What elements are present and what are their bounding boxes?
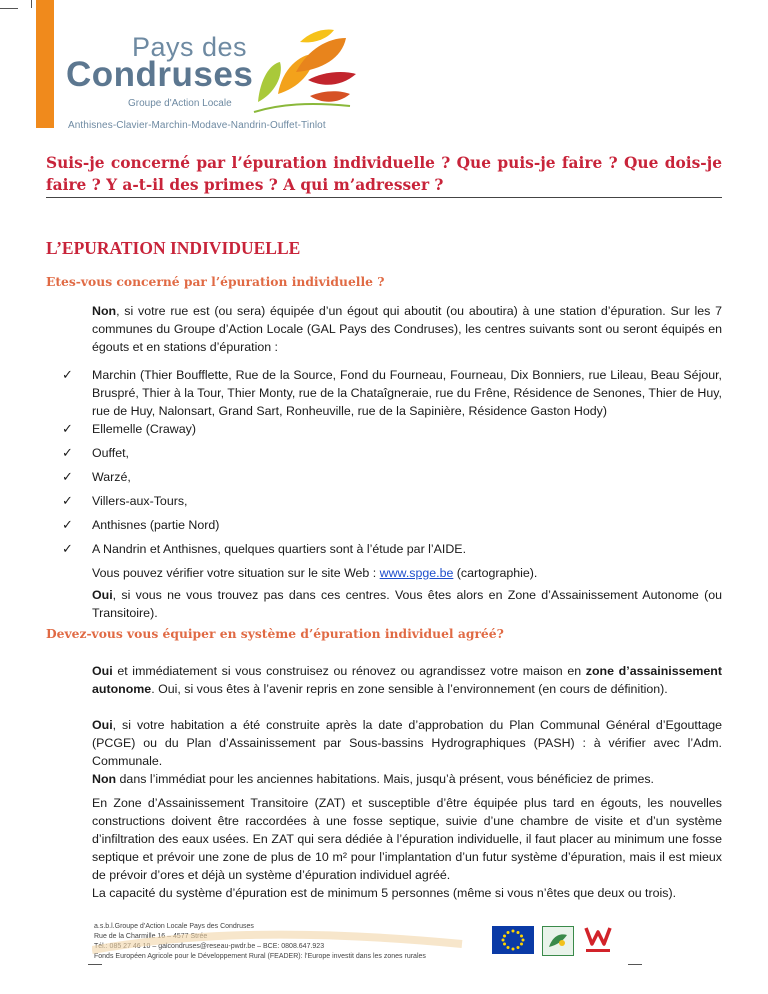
list-item-text: Warzé, — [92, 470, 131, 484]
p1-rest: . Oui, si vous êtes à l’avenir repris en zone sensible à l’environnement (en cours de définition). — [151, 682, 668, 696]
intro-paragraph — [92, 302, 722, 356]
p2-rest: , si votre habitation a été construite après la date d’approbation du Plan Communal Général d’Egouttage (PCGE) ou du Plan d’Assainissement par Sous-bassins Hydrographiques (PASH) : à vérifier avec l’Adm. Communale. — [92, 718, 722, 768]
footer-line3: Tél.: 085 27 46 10 – galcondruses@reseau-pwdr.be – BCE: 0808.647.923 — [94, 943, 325, 950]
checkmark-icon: ✓ — [62, 421, 73, 436]
logo-subtitle: Groupe d'Action Locale — [128, 98, 232, 109]
p3-bold: Non — [92, 772, 117, 786]
list-item-text: Ouffet, — [92, 446, 129, 460]
p1-mid: et immédiatement si vous construisez ou rénovez ou agrandissez votre maison en — [112, 664, 586, 678]
checkmark-icon: ✓ — [62, 493, 73, 508]
crop-mark-bottom-right — [628, 964, 642, 965]
leaves-logo-icon — [250, 24, 360, 114]
crop-mark-top-left-h — [0, 8, 18, 9]
orange-side-bar — [36, 0, 54, 128]
spge-link[interactable]: www.spge.be — [379, 566, 454, 580]
communes-list: Anthisnes-Clavier-Marchin-Modave-Nandrin-Ouffet-Tinlot — [68, 120, 326, 131]
logo-line1: Pays des — [132, 32, 248, 62]
list-item-text: Villers-aux-Tours, — [92, 494, 188, 508]
logo-line2: Condruses — [66, 55, 254, 94]
checkmark-icon: ✓ — [62, 445, 73, 460]
verify-paragraph — [92, 564, 722, 582]
list-item-text: Marchin (Thier Boufflette, Rue de la Source, Fond du Fourneau, Fourneau, Dix Bonniers, rue Lileau, Beau Séjour, Bruspré, Thier à la Tour, Thier Monty, rue de la Chataîgneraie, rue du Frêne, Résidence de Senones, Thier de Huy, rue de Huy, Nalonsart, Grand Sart, Ronheuville, rue de la Sapinière, Résidence Gaston Hody) — [92, 368, 722, 418]
intro-bold: Non — [92, 304, 117, 318]
list-item-text: Ellemelle (Craway) — [92, 422, 196, 436]
wallonie-logo-icon — [582, 922, 614, 956]
subsection-heading-concerne: Etes-vous concerné par l’épuration individuelle ? — [46, 274, 385, 289]
list-item-text: A Nandrin et Anthisnes, quelques quartiers sont à l’étude par l’AIDE. — [92, 542, 467, 556]
p3-rest: dans l’immédiat pour les anciennes habitations. Mais, jusqu’à présent, vous bénéficiez de primes. — [116, 772, 654, 786]
paragraph-oui-immediat — [92, 662, 722, 698]
list-item-text: Anthisnes (partie Nord) — [92, 518, 220, 532]
checkmark-icon: ✓ — [62, 469, 73, 484]
p1-bold-zone: zone d’assainissement autonome — [92, 664, 722, 696]
document-title: Suis-je concerné par l’épuration individuelle ? Que puis-je faire ? Que dois-je faire ? Y a-t-il des primes ? A qui m’adresser ? — [46, 154, 722, 194]
p2-bold: Oui — [92, 718, 113, 732]
paragraph-non — [92, 770, 722, 788]
oui-bold: Oui — [92, 588, 113, 602]
oui-paragraph — [92, 586, 722, 622]
paragraph-zat: En Zone d’Assainissement Transitoire (ZAT) et susceptible d’être équipée plus tard en égouts, les nouvelles constructions doivent être raccordées à une fosse septique, suivie d’une chambre de visite et d’un système d’infiltration des eaux usées. En ZAT qui sera dédiée à l’épuration individuelle, il faut placer au minimum une fosse septique et prévoir une zone de plus de 10 m² pour l’implantation d’un futur système d’épuration, mais il est mieux de prévoir d’ores et déjà un système d’épuration individuel agréé. — [92, 796, 722, 882]
checkmark-icon: ✓ — [62, 541, 73, 556]
footer-swoosh — [92, 914, 472, 954]
oui-text: , si vous ne vous trouvez pas dans ces centres. Vous êtes alors en Zone d’Assainissement Autonome (ou Transitoire). — [92, 588, 722, 620]
eu-flag-icon — [492, 926, 534, 954]
checkmark-icon: ✓ — [62, 367, 73, 382]
footer-line1: a.s.b.l.Groupe d’Action Locale Pays des Condruses — [94, 923, 254, 930]
verify-suffix: (cartographie). — [453, 566, 538, 580]
title-divider — [46, 197, 722, 198]
gal-logo — [60, 28, 350, 108]
crop-mark-bottom-left — [88, 964, 102, 965]
crop-mark-top-left-v — [31, 0, 32, 8]
footer-line4: Fonds Européen Agricole pour le Développement Rural (FEADER): l’Europe investit dans les zones rurales — [94, 953, 426, 960]
section-heading: L’EPURATION INDIVIDUELLE — [46, 238, 301, 258]
footer-line2: Rue de la Charmille 16 – 4577 Strée — [94, 933, 208, 940]
checkmark-icon: ✓ — [62, 517, 73, 532]
verify-prefix: Vous pouvez vérifier votre situation sur le site Web : — [92, 566, 380, 580]
p1-bold: Oui — [92, 664, 113, 678]
paragraph-oui-construite — [92, 716, 722, 770]
intro-text: , si votre rue est (ou sera) équipée d’un égout qui aboutit (ou aboutira) à une station d’épuration. Sur les 7 communes du Groupe d’Action Locale (GAL Pays des Condruses), les centres suivants sont ou seront équipés en égouts et en stations d’épuration : — [92, 304, 722, 354]
leader-logo-icon — [542, 926, 574, 956]
subsection-heading-equiper: Devez-vous vous équiper en système d’épuration individuel agréé? — [46, 626, 504, 641]
paragraph-capacite: La capacité du système d’épuration est de minimum 5 personnes (même si vous n’êtes que deux ou trois). — [92, 886, 677, 900]
